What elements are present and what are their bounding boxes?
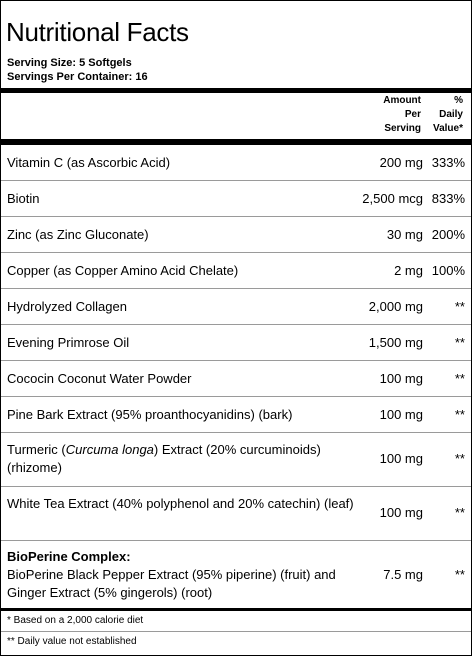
nutrient-group-title: BioPerine Complex: — [7, 549, 131, 564]
amount-header-line3: Serving — [384, 123, 421, 134]
nutrient-daily-value: ** — [454, 335, 465, 350]
nutrient-name-suffix: ) Extract (20% curcuminoids) (rhizome) — [7, 442, 321, 475]
table-row — [1, 253, 471, 289]
top-divider — [1, 88, 471, 93]
table-row — [1, 181, 471, 217]
nutrient-amount: 2 mg — [394, 263, 423, 278]
nutrient-amount: 100 mg — [379, 371, 423, 386]
nutrient-name-prefix: Turmeric ( — [7, 442, 66, 457]
nutrient-name-italic: Curcuma longa — [65, 442, 154, 457]
nutrient-daily-value: 100% — [431, 263, 465, 278]
nutrient-daily-value: 200% — [431, 227, 465, 242]
nutrient-daily-value: ** — [454, 407, 465, 422]
amount-header-line2: Per — [404, 109, 421, 120]
table-row — [1, 487, 471, 541]
table-row — [1, 433, 471, 487]
table-row — [1, 361, 471, 397]
nutrient-daily-value: 833% — [431, 191, 465, 206]
nutrient-name: Evening Primrose Oil — [7, 335, 130, 350]
nutrient-amount: 100 mg — [379, 505, 423, 520]
nutrient-daily-value: ** — [454, 567, 465, 582]
nutrient-amount: 100 mg — [379, 451, 423, 466]
nutrient-amount: 200 mg — [379, 155, 423, 170]
nutrient-daily-value: ** — [454, 371, 465, 386]
footnote-divider — [1, 631, 471, 632]
nutrient-amount: 100 mg — [379, 407, 423, 422]
footer-divider — [1, 608, 471, 611]
nutrient-name: Cococin Coconut Water Powder — [7, 371, 192, 386]
nutrient-name: Pine Bark Extract (95% proanthocyanidins) (bark) — [7, 407, 293, 422]
table-row — [1, 289, 471, 325]
daily-value-header — [426, 94, 463, 136]
table-row — [1, 217, 471, 253]
nutrient-daily-value: 333% — [431, 155, 465, 170]
amount-header-line1: Amount — [383, 95, 421, 106]
nutrient-daily-value: ** — [454, 299, 465, 314]
nutrient-name: Biotin — [7, 191, 40, 206]
nutrient-amount: 2,000 mg — [368, 299, 423, 314]
dv-header-line3: Value* — [432, 123, 463, 134]
nutrient-amount: 2,500 mcg — [362, 191, 423, 206]
nutrient-name: Copper (as Copper Amino Acid Chelate) — [7, 263, 239, 278]
nutrient-amount: 1,500 mg — [368, 335, 423, 350]
footnote-calorie-diet: * Based on a 2,000 calorie diet — [7, 615, 144, 626]
nutrient-name: Vitamin C (as Ascorbic Acid) — [7, 155, 171, 170]
nutrient-name: Hydrolyzed Collagen — [7, 299, 127, 314]
table-row — [1, 397, 471, 433]
nutrient-daily-value: ** — [454, 505, 465, 520]
footnote-daily-value: ** Daily value not established — [7, 636, 137, 647]
servings-per-container: Servings Per Container: 16 — [7, 71, 148, 83]
serving-size: Serving Size: 5 Softgels — [7, 57, 132, 69]
nutrient-name — [7, 441, 361, 477]
nutrient-name: Zinc (as Zinc Gluconate) — [7, 227, 149, 242]
nutrient-name: White Tea Extract (40% polyphenol and 20% catechin) (leaf) — [7, 496, 354, 511]
nutrient-amount: 7.5 mg — [383, 567, 423, 582]
nutrient-group — [7, 548, 361, 602]
table-row — [1, 541, 471, 608]
nutrient-name: BioPerine Black Pepper Extract (95% piperine) (fruit) and Ginger Extract (5% gingerols) (root) — [7, 567, 336, 600]
panel-title: Nutritional Facts — [6, 17, 189, 47]
nutrient-daily-value: ** — [454, 451, 465, 466]
dv-header-line2: Daily — [439, 109, 463, 120]
dv-header-line1: % — [454, 95, 463, 106]
table-row — [1, 325, 471, 361]
table-row — [1, 145, 471, 181]
nutrient-amount: 30 mg — [386, 227, 423, 242]
amount-per-serving-header — [361, 94, 421, 136]
